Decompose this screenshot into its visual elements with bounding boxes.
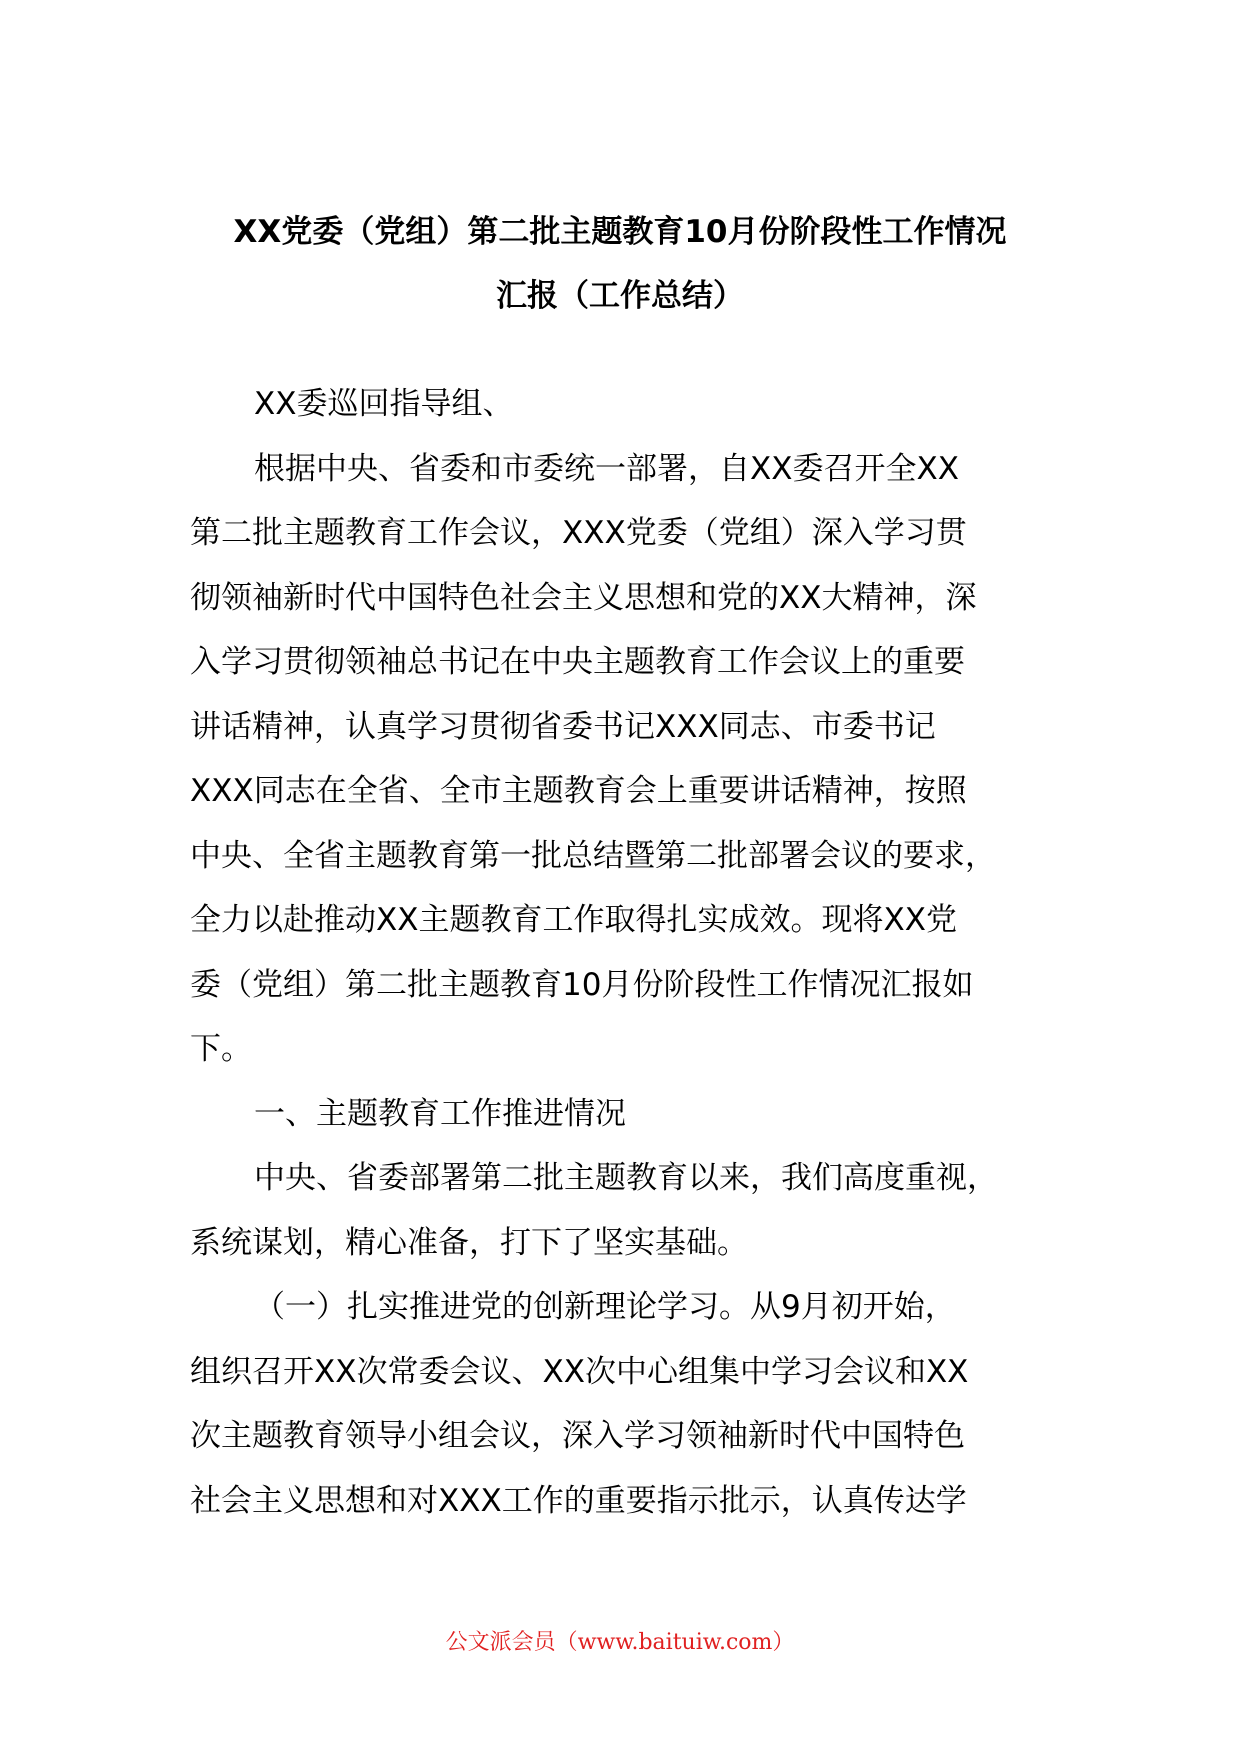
paragraph-line: 系统谋划，精心准备，打下了坚实基础。 — [190, 1224, 748, 1261]
salutation-line: XX委巡回指导组、 — [254, 386, 514, 422]
footer-watermark: 公文派会员（www.baituiw.com） — [445, 1630, 795, 1655]
document-body — [190, 372, 1070, 1533]
paragraph-line: 讲话精神，认真学习贯彻省委书记XXX同志、市委书记 — [190, 708, 936, 745]
paragraph-line: 根据中央、省委和市委统一部署，自XX委召开全XX — [254, 450, 959, 487]
paragraph-line: 第二批主题教育工作会议，XXX党委（党组）深入学习贯 — [190, 515, 967, 551]
paragraph-line: 入学习贯彻领袖总书记在中央主题教育工作会议上的重要 — [190, 644, 965, 680]
paragraph-line: 中央、全省主题教育第一批总结暨第二批部署会议的要求， — [190, 837, 996, 874]
paragraph-line: 社会主义思想和对XXX工作的重要指示批示，认真传达学 — [190, 1482, 967, 1519]
paragraph-line: XXX同志在全省、全市主题教育会上重要讲话精神，按照 — [190, 773, 967, 809]
paragraph-line: 次主题教育领导小组会议，深入学习领袖新时代中国特色 — [190, 1418, 965, 1454]
title-line-2: 汇报（工作总结） — [496, 278, 744, 314]
paragraph-line: 组织召开XX次常委会议、XX次中心组集中学习会议和XX — [190, 1353, 969, 1390]
paragraph-line: 下。 — [190, 1031, 252, 1067]
paragraph-line: 中央、省委部署第二批主题教育以来，我们高度重视， — [254, 1160, 998, 1196]
section-heading: 一、主题教育工作推进情况 — [254, 1095, 626, 1132]
paragraph-line: 全力以赴推动XX主题教育工作取得扎实成效。现将XX党 — [190, 902, 957, 938]
document-title — [150, 200, 1090, 328]
subsection-line: （一）扎实推进党的创新理论学习。从9月初开始， — [254, 1289, 956, 1325]
title-line-1: XX党委（党组）第二批主题教育10月份阶段性工作情况 — [233, 214, 1007, 250]
paragraph-line: 彻领袖新时代中国特色社会主义思想和党的XX大精神，深 — [190, 579, 977, 616]
paragraph-line: 委（党组）第二批主题教育10月份阶段性工作情况汇报如 — [190, 966, 974, 1003]
